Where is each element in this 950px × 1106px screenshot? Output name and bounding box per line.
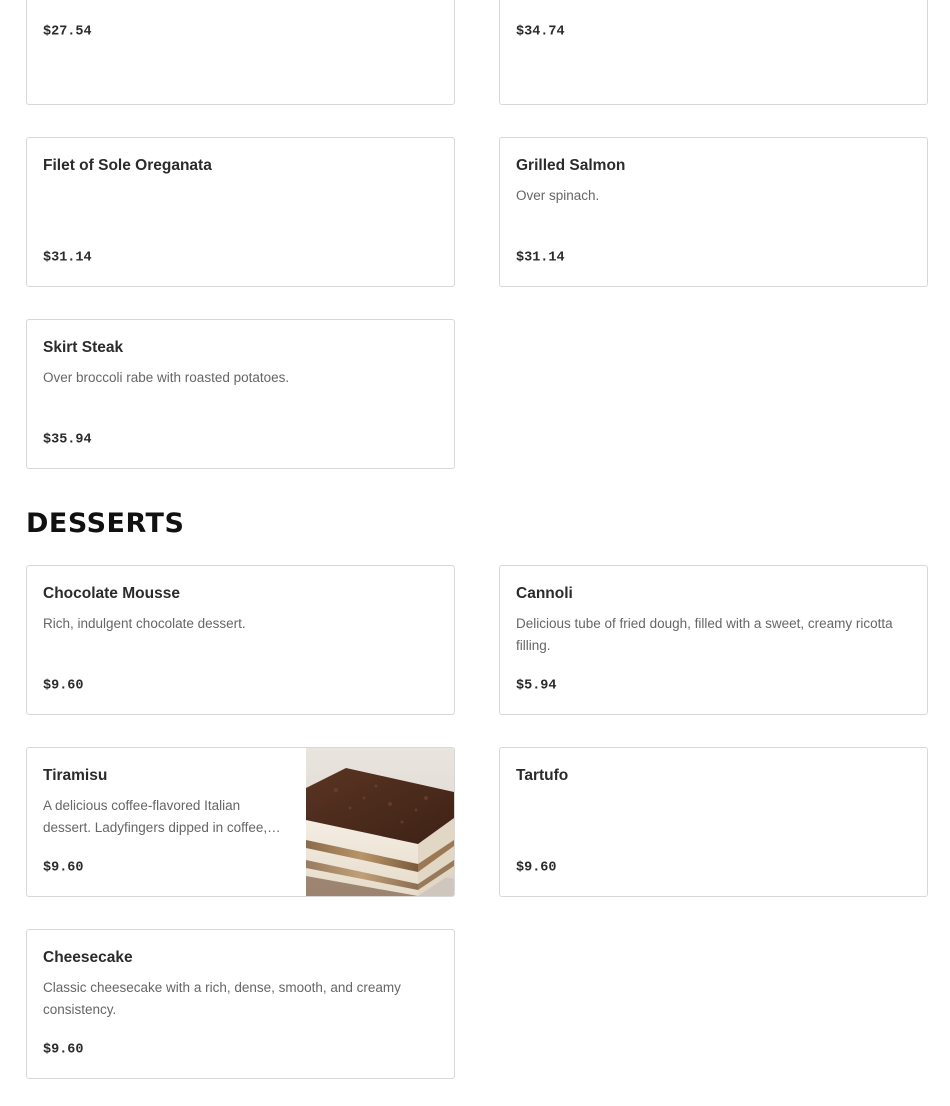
menu-item-text <box>516 748 911 896</box>
menu-item-text <box>516 566 911 714</box>
menu-item-price: $35.94 <box>43 432 92 448</box>
menu-item-description: Over spinach. <box>516 188 600 203</box>
menu-item-description: Rich, indulgent chocolate dessert. <box>43 616 246 631</box>
menu-item-text <box>43 566 438 714</box>
tiramisu-photo <box>306 748 454 896</box>
menu-item-text <box>43 930 438 1078</box>
menu-item-card[interactable] <box>499 0 928 105</box>
menu-item-tartufo[interactable] <box>499 747 928 897</box>
menu-item-text <box>43 320 438 468</box>
menu-item-text <box>43 748 290 896</box>
menu-item-price: $9.60 <box>43 860 84 876</box>
menu-item-name: Grilled Salmon <box>516 157 626 174</box>
menu-item-price: $9.60 <box>43 1042 84 1058</box>
menu-item-text <box>516 138 911 286</box>
menu-item-price: $34.74 <box>516 24 565 40</box>
menu-item-name: Tiramisu <box>43 767 108 784</box>
menu-item-price: $31.14 <box>516 250 565 266</box>
menu-item-name: Cheesecake <box>43 949 133 966</box>
menu-item-name: Cannoli <box>516 585 573 602</box>
menu-item-description: Over broccoli rabe with roasted potatoes. <box>43 370 290 385</box>
menu-item-description: Delicious tube of fried dough, filled with a sweet, creamy ricotta filling. <box>516 616 893 653</box>
menu-item-name: Skirt Steak <box>43 339 124 356</box>
menu-item-skirt-steak[interactable] <box>26 319 455 469</box>
menu-item-price: $31.14 <box>43 250 92 266</box>
menu-item-filet-of-sole[interactable] <box>26 137 455 287</box>
menu-item-chocolate-mousse[interactable] <box>26 565 455 715</box>
menu-item-cheesecake[interactable] <box>26 929 455 1079</box>
menu-item-price: $5.94 <box>516 678 557 694</box>
menu-item-price: $9.60 <box>516 860 557 876</box>
menu-item-name: Chocolate Mousse <box>43 585 180 602</box>
menu-item-text <box>516 0 911 104</box>
menu-item-cannoli[interactable] <box>499 565 928 715</box>
menu-item-price: $9.60 <box>43 678 84 694</box>
section-title-desserts: DESSERTS <box>26 508 185 539</box>
menu-item-card[interactable] <box>26 0 455 105</box>
menu-item-grilled-salmon[interactable] <box>499 137 928 287</box>
menu-item-name: Tartufo <box>516 767 569 784</box>
menu-item-description: Classic cheesecake with a rich, dense, smooth, and creamy consistency. <box>43 980 401 1017</box>
menu-item-text <box>43 0 438 104</box>
menu-item-price: $27.54 <box>43 24 92 40</box>
menu-item-text <box>43 138 438 286</box>
menu-item-description: A delicious coffee-flavored Italian dessert. Ladyfingers dipped in coffee, <box>43 798 268 835</box>
menu-item-name: Filet of Sole Oreganata <box>43 157 212 174</box>
menu-item-tiramisu[interactable] <box>26 747 455 897</box>
